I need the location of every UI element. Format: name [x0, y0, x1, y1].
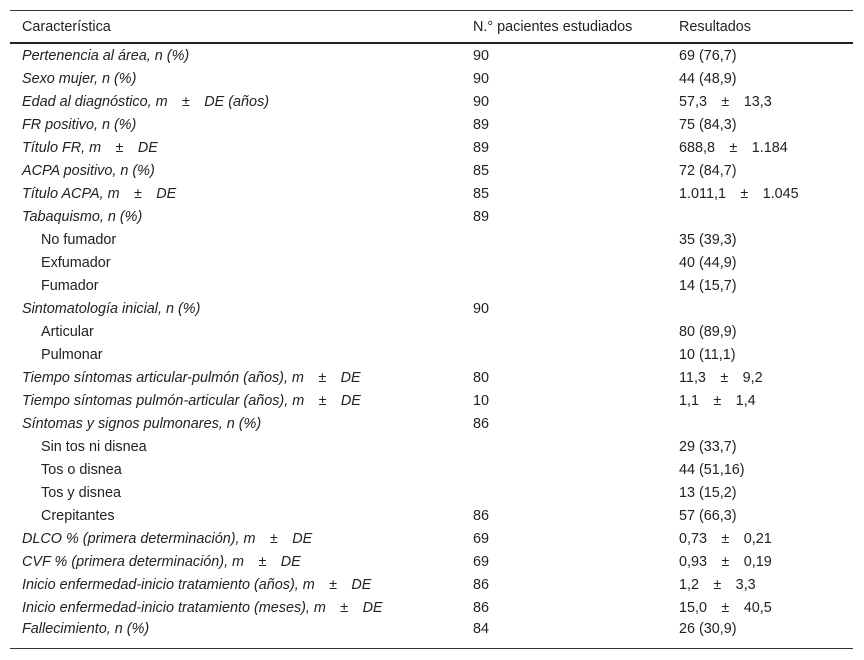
row-patients-count: 10 [473, 392, 490, 409]
row-patients-count [461, 481, 667, 504]
row-sublabel: Articular [41, 323, 94, 340]
table-row [10, 412, 853, 435]
row-label: Inicio enfermedad-inicio tratamiento (años), m ± DE [22, 576, 372, 593]
header-row [10, 11, 853, 44]
row-label: Tiempo síntomas articular-pulmón (años), m ± DE [22, 369, 361, 386]
table-row [10, 481, 853, 504]
row-label: Edad al diagnóstico, m ± DE (años) [22, 93, 270, 110]
row-label: FR positivo, n (%) [22, 116, 137, 133]
row-result: 57 (66,3) [679, 507, 737, 524]
row-result: 26 (30,9) [679, 621, 737, 637]
row-patients-count: 86 [473, 599, 490, 616]
row-result: 75 (84,3) [679, 116, 737, 133]
table-row [10, 504, 853, 527]
row-sublabel: Crepitantes [41, 507, 115, 524]
row-result: 1.011,1 ± 1.045 [679, 185, 799, 202]
row-result: 69 (76,7) [679, 47, 737, 64]
row-label: Síntomas y signos pulmonares, n (%) [22, 415, 262, 432]
row-patients-count: 69 [473, 530, 490, 547]
row-label: Tiempo síntomas pulmón-articular (años), m ± DE [22, 392, 361, 409]
table-row [10, 90, 853, 113]
row-patients-count: 90 [473, 93, 490, 110]
table-row [10, 366, 853, 389]
row-sublabel: No fumador [41, 231, 117, 248]
row-result [667, 412, 853, 435]
table-body [10, 43, 853, 649]
row-result: 1,1 ± 1,4 [679, 392, 756, 409]
table-row [10, 389, 853, 412]
row-result: 72 (84,7) [679, 162, 737, 179]
row-patients-count [461, 343, 667, 366]
row-label: Sintomatología inicial, n (%) [22, 300, 201, 317]
row-result: 15,0 ± 40,5 [679, 599, 772, 616]
row-patients-count: 86 [473, 415, 490, 432]
row-patients-count: 84 [473, 621, 490, 637]
table-row [10, 458, 853, 481]
row-patients-count: 90 [473, 300, 490, 317]
row-patients-count: 89 [473, 139, 490, 156]
row-patients-count: 85 [473, 185, 490, 202]
row-patients-count: 89 [473, 208, 490, 225]
row-label: Fallecimiento, n (%) [22, 621, 150, 637]
table-row [10, 113, 853, 136]
row-patients-count: 90 [473, 70, 490, 87]
row-patients-count [461, 458, 667, 481]
row-patients-count: 69 [473, 553, 490, 570]
row-result: 35 (39,3) [679, 231, 737, 248]
results-table-container [10, 10, 853, 649]
row-result: 44 (48,9) [679, 70, 737, 87]
row-result: 80 (89,9) [679, 323, 737, 340]
row-label: DLCO % (primera determinación), m ± DE [22, 530, 313, 547]
table-row [10, 251, 853, 274]
row-result: 14 (15,7) [679, 277, 737, 294]
row-patients-count: 86 [473, 576, 490, 593]
table-row [10, 343, 853, 366]
row-label: Inicio enfermedad-inicio tratamiento (meses), m ± DE [22, 599, 383, 616]
table-row [10, 619, 853, 649]
row-result [667, 297, 853, 320]
row-result: 10 (11,1) [679, 346, 736, 363]
table-row [10, 67, 853, 90]
row-result: 0,73 ± 0,21 [679, 530, 772, 547]
row-patients-count: 90 [473, 47, 490, 64]
row-label: Sexo mujer, n (%) [22, 70, 137, 87]
row-result: 57,3 ± 13,3 [679, 93, 772, 110]
row-result [667, 205, 853, 228]
row-result: 0,93 ± 0,19 [679, 553, 772, 570]
table-row [10, 573, 853, 596]
row-result: 11,3 ± 9,2 [679, 369, 763, 386]
header-results: Resultados [679, 18, 751, 35]
row-patients-count [461, 228, 667, 251]
row-label: Pertenencia al área, n (%) [22, 47, 190, 64]
row-patients-count [461, 320, 667, 343]
table-row [10, 205, 853, 228]
table-row [10, 136, 853, 159]
table-row [10, 274, 853, 297]
row-patients-count [461, 435, 667, 458]
row-result: 40 (44,9) [679, 254, 737, 271]
table-row [10, 596, 853, 619]
table-header [10, 11, 853, 44]
row-patients-count [461, 251, 667, 274]
table-row [10, 159, 853, 182]
header-characteristic: Característica [22, 18, 111, 35]
row-patients-count [461, 274, 667, 297]
row-sublabel: Fumador [41, 277, 99, 294]
row-result: 13 (15,2) [679, 484, 737, 501]
row-sublabel: Exfumador [41, 254, 111, 271]
table-row [10, 435, 853, 458]
table-row [10, 550, 853, 573]
row-sublabel: Sin tos ni disnea [41, 438, 147, 455]
row-patients-count: 80 [473, 369, 490, 386]
row-patients-count: 86 [473, 507, 490, 524]
header-patients-studied: N.° pacientes estudiados [473, 18, 633, 35]
row-label: ACPA positivo, n (%) [22, 162, 155, 179]
row-patients-count: 89 [473, 116, 490, 133]
table-row [10, 43, 853, 67]
row-label: Tabaquismo, n (%) [22, 208, 143, 225]
table-row [10, 228, 853, 251]
table-row [10, 320, 853, 343]
row-sublabel: Tos y disnea [41, 484, 121, 501]
row-result: 1,2 ± 3,3 [679, 576, 756, 593]
row-label: Título ACPA, m ± DE [22, 185, 177, 202]
patient-characteristics-table [10, 10, 853, 649]
table-row [10, 297, 853, 320]
table-row [10, 527, 853, 550]
row-result: 29 (33,7) [679, 438, 737, 455]
row-sublabel: Tos o disnea [41, 461, 122, 478]
row-patients-count: 85 [473, 162, 490, 179]
table-row [10, 182, 853, 205]
row-result: 688,8 ± 1.184 [679, 139, 788, 156]
row-result: 44 (51,16) [679, 461, 745, 478]
row-sublabel: Pulmonar [41, 346, 103, 363]
row-label: Título FR, m ± DE [22, 139, 158, 156]
row-label: CVF % (primera determinación), m ± DE [22, 553, 301, 570]
